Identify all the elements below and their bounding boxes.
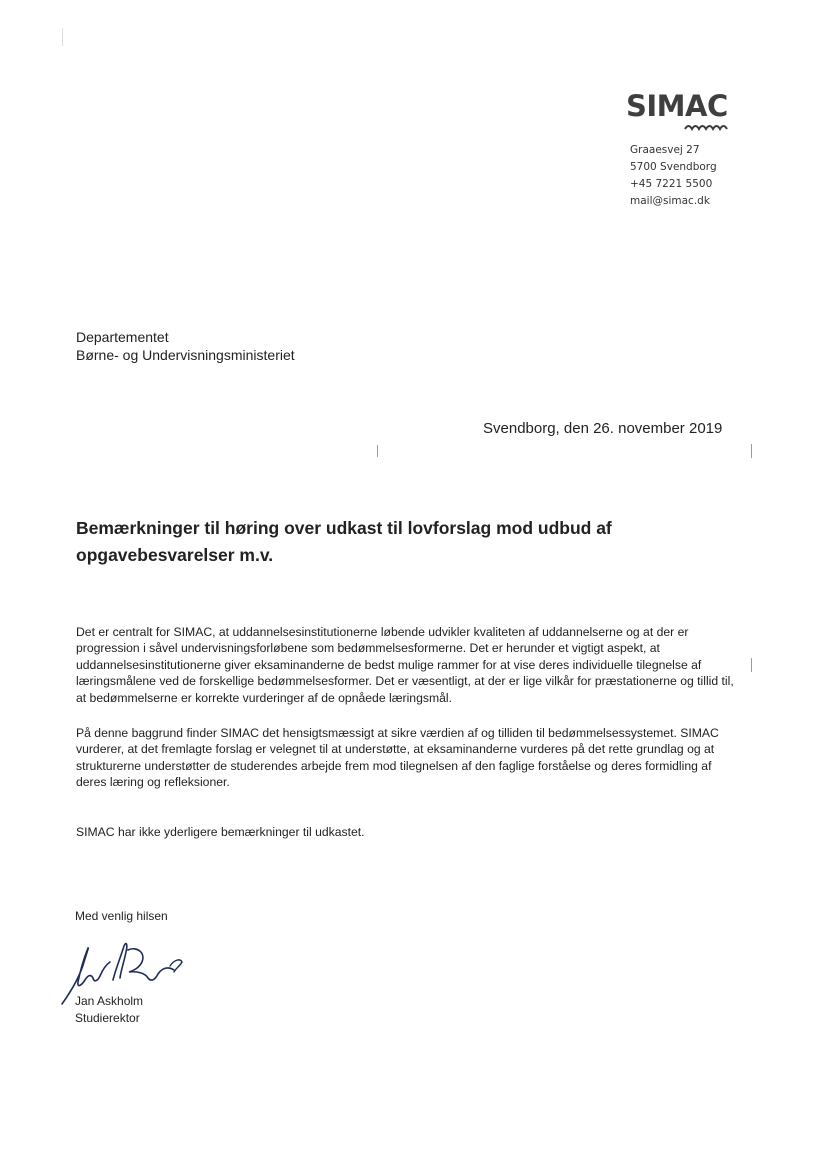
scan-mark — [751, 658, 752, 672]
scan-mark — [62, 28, 63, 46]
sender-address — [630, 142, 717, 210]
signer-role: Studierektor — [75, 1011, 140, 1025]
recipient-line-2: Børne- og Undervisningsministeriet — [76, 347, 295, 363]
simac-logo — [626, 89, 736, 131]
address-phone: +45 7221 5500 — [630, 178, 713, 190]
address-city: 5700 Svendborg — [630, 161, 717, 173]
closing-line: Med venlig hilsen — [75, 909, 168, 923]
address-street: Graaesvej 27 — [630, 144, 700, 156]
address-email: mail@simac.dk — [630, 195, 710, 207]
letter-title: Bemærkninger til høring over udkast til lovforslag mod udbud af opgavebesvarelser m.v. — [76, 518, 612, 565]
signer-name: Jan Askholm — [75, 994, 144, 1008]
paragraph-1: Det er centralt for SIMAC, at uddannelsesinstitutionerne løbende udvikler kvaliteten af uddannelserne og at der er progression i såvel undervisningsforløbene som bedømmelsesformerne. Det er herunder et vigtigt aspekt, at uddannelsesinstitutionerne giver eksaminanderne de bedst mulige rammer for at vise deres individuelle tilegnelse af læringsmålene ved de forskellige bedømmelsesformer. Det er væsentligt, at der er lige vilkår for præstationerne og tillid til, at bedømmelserne er korrekte vurderinger af de opnåede læringsmål. — [76, 625, 734, 705]
paragraph-2: På denne baggrund finder SIMAC det hensigtsmæssigt at sikre værdien af og tilliden til bedømmelsessystemet. SIMAC vurderer, at det fremlagte forslag er velegnet til at understøtte, at eksaminanderne vurderes på det rette grundlag og at strukturerne understøtter de studerendes arbejde frem mod tilegnelsen af den faglige forståelse og deres formidling af deres læring og refleksioner. — [76, 726, 719, 790]
recipient-line-1: Departementet — [76, 329, 169, 345]
signer-block — [75, 993, 143, 1027]
paragraph-3: SIMAC har ikke yderligere bemærkninger til udkastet. — [76, 825, 365, 839]
date-line: Svendborg, den 26. november 2019 — [483, 420, 723, 437]
recipient-block — [76, 328, 295, 364]
logo-text: SIMAC — [626, 89, 728, 123]
scan-mark — [751, 444, 752, 458]
scan-mark — [377, 445, 378, 457]
wave-icon — [684, 123, 728, 131]
